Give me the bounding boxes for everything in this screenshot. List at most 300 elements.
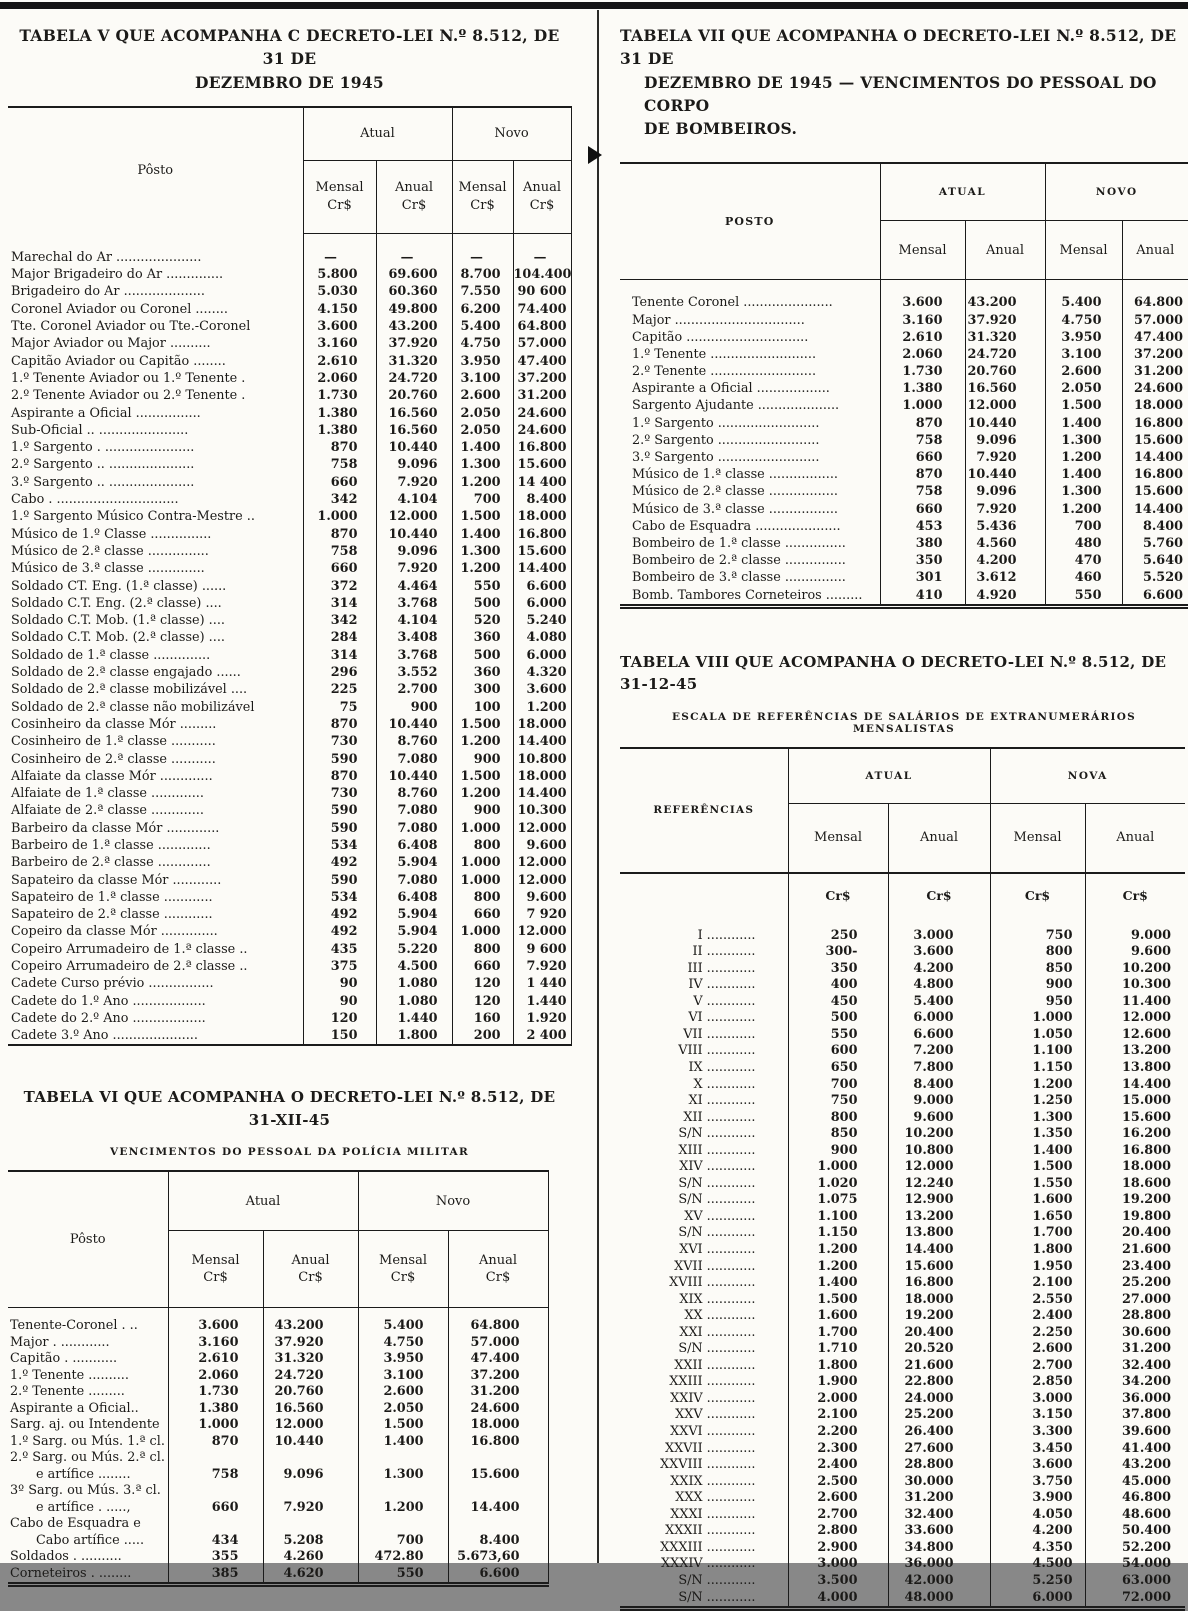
value-cell: 1.500 [990,1159,1085,1176]
table-row [620,1507,1185,1524]
label-cell: Brigadeiro do Ar .................... [8,283,303,300]
value-cell: 72.000 [1122,1589,1172,1605]
label-cell: Soldado C.T. Mob. (2.ª classe) .... [8,629,303,646]
value-cell: 4.800 [888,977,990,994]
value-cell: 7.920 [965,501,1045,518]
value-cell: 4.320 [513,664,571,681]
value-cell: 31.200 [888,1490,990,1507]
value-cell: 47.400 [1134,329,1184,345]
value-cell: 8.400 [513,491,571,508]
value-cell: 20.760 [965,363,1045,380]
crs-anual-nova: Cr$ [1122,888,1148,904]
value-cell: 7.080 [376,871,452,888]
value-cell: 6.000 [888,1010,990,1027]
value-cell: 4.350 [990,1540,1085,1557]
value-cell: 5.400 [358,1308,448,1335]
value-cell: 14.400 [1122,1076,1172,1092]
value-cell: 1.300 [452,543,513,560]
label-cell: Alfaiate de 2.ª classe ............. [8,802,303,819]
table-row [620,1407,1185,1424]
tabela-v-table [8,106,572,1047]
tabela-vi-title: TABELA VI QUE ACOMPANHA O DECRETO-LEI N.º 8.512, DE 31-XII-45 [23,1088,556,1129]
value-cell: 48.000 [888,1590,990,1609]
label-cell: Bombeiro de 3.ª classe ............... [620,569,880,586]
value-cell: 2.600 [788,1490,888,1507]
value-cell: 20.760 [263,1384,358,1401]
value-cell: 75 [303,698,376,715]
value-cell: 758 [168,1450,263,1483]
value-cell: 1.100 [990,1043,1085,1060]
value-cell: 6.600 [888,1027,990,1044]
table-row [620,1176,1185,1193]
mensal-atual-header: Mensal [788,803,888,873]
value-cell: 18.000 [448,1417,548,1434]
table-row [620,1308,1185,1325]
value-cell: 500 [452,595,513,612]
value-cell: 314 [303,595,376,612]
value-cell: 758 [880,432,965,449]
value-cell: 16.800 [513,439,571,456]
value-cell: 5.520 [1142,570,1184,586]
label-cell: Major ................................ [620,311,880,328]
label-cell: S/N ............ [620,1573,788,1590]
value-cell: 660 [303,474,376,491]
value-cell: 6.408 [376,889,452,906]
value-cell: 758 [303,543,376,560]
value-cell: 2.600 [1045,363,1122,380]
value-cell: 37.920 [376,335,452,352]
value-cell: 800 [990,944,1085,961]
table-row [8,283,571,300]
value-cell: 300- [788,944,888,961]
value-cell: 400 [788,977,888,994]
value-cell: 60.360 [376,283,452,300]
value-cell: 16.800 [513,526,571,543]
value-cell: 4.620 [263,1566,358,1585]
value-cell: 9.096 [376,543,452,560]
value-cell: 2.400 [788,1457,888,1474]
table-row [620,1126,1185,1143]
table-row [8,647,571,664]
label-cell: S/N ............ [620,1126,788,1143]
table-row [8,422,571,439]
value-cell: 16.800 [1134,467,1184,483]
table-row [8,266,571,283]
value-cell: 1.200 [358,1483,448,1516]
value-cell: 9.600 [513,837,571,854]
tabela-viii-subtitle: ESCALA DE REFERÊNCIAS DE SALÁRIOS DE EXTRANUMERÁRIOS MENSALISTAS [671,710,1137,735]
atual-group-header: ATUAL [788,748,990,804]
label-cell: Tenente-Coronel . .. [8,1308,168,1335]
value-cell: 2.610 [168,1351,263,1368]
label-cell: Soldado de 1.ª classe .............. [8,647,303,664]
value-cell: 1.550 [990,1176,1085,1193]
value-cell: 7.920 [376,560,452,577]
value-cell: 49.800 [376,301,452,318]
label-cell: XIV ............ [620,1159,788,1176]
tabela-vii-table [620,162,1188,608]
referencia-column-header: REFERÊNCIAS [620,748,788,873]
value-cell: 1.710 [788,1341,888,1358]
label-cell: XXXIV ............ [620,1556,788,1573]
label-cell: Soldado C.T. Mob. (1.ª classe) .... [8,612,303,629]
value-cell: 64.800 [513,318,571,335]
label-cell: II ............ [620,944,788,961]
value-cell: 3.000 [888,918,990,945]
value-cell: 200 [452,1027,513,1045]
value-cell: 24.000 [888,1391,990,1408]
value-cell: 2.050 [1045,380,1122,397]
table-row [8,595,571,612]
value-cell: 47.400 [448,1351,548,1368]
label-cell: Cadete 3.º Ano ..................... [8,1027,303,1045]
value-cell: 36.000 [888,1556,990,1573]
value-cell: 870 [303,526,376,543]
label-cell: 2.º Tenente Aviador ou 2.º Tenente . [8,387,303,404]
value-cell: 48.600 [1122,1506,1172,1522]
label-cell: XXIII ............ [620,1374,788,1391]
value-cell: 1.920 [513,1010,571,1027]
value-cell: 758 [880,483,965,500]
value-cell: 750 [788,1093,888,1110]
table-row [620,1374,1185,1391]
value-cell: 375 [303,958,376,975]
label-cell: XXI ............ [620,1325,788,1342]
value-cell: 37.200 [513,370,571,387]
table-row [620,501,1188,518]
value-cell: 1.200 [513,698,571,715]
value-cell: 3.950 [452,353,513,370]
label-cell: 1.º Sargento Músico Contra-Mestre .. [8,508,303,525]
value-cell: 1.380 [303,404,376,421]
table-row [8,664,571,681]
table-row [620,397,1188,414]
label-cell: Sapateiro de 2.ª classe ............ [8,906,303,923]
value-cell: 13.200 [1122,1043,1172,1059]
table-row [620,1225,1185,1242]
value-cell: 950 [990,994,1085,1011]
value-cell: 8.760 [376,733,452,750]
value-cell: 3.600 [303,318,376,335]
value-cell: 360 [452,629,513,646]
value-cell: 12.000 [513,854,571,871]
value-cell: 37.920 [965,311,1045,328]
novo-group-header: Novo [358,1171,548,1231]
tabela-vii-title-line2: DEZEMBRO DE 1945 — VENCIMENTOS DO PESSOAL DO CORPO [644,72,1157,115]
value-cell: 3.552 [376,664,452,681]
label-cell: 2.º Tenente ......... [8,1384,168,1401]
table-row [620,1490,1185,1507]
value-cell: 18.000 [1122,1159,1172,1175]
value-cell: 660 [168,1483,263,1516]
label-cell: Cabo . .............................. [8,491,303,508]
value-cell: 16.800 [448,1434,548,1451]
value-cell: 3.100 [452,370,513,387]
table-row [8,993,571,1010]
table-row [620,518,1188,535]
label-cell: S/N ............ [620,1192,788,1209]
value-cell: 800 [452,837,513,854]
label-cell: Copeiro Arrumadeiro de 2.ª classe .. [8,958,303,975]
value-cell: 54.000 [1122,1556,1172,1572]
value-cell: 18.600 [1122,1175,1172,1191]
value-cell: 296 [303,664,376,681]
table-row [620,1259,1185,1276]
value-cell: 24.720 [965,346,1045,363]
label-cell: Aspirante a Oficial .................. [620,380,880,397]
posto-column-header: Pôsto [8,107,303,234]
value-cell: 12.600 [1122,1026,1172,1042]
value-cell: 1.150 [788,1225,888,1242]
label-cell: Alfaiate da classe Mór ............. [8,768,303,785]
label-cell: S/N ............ [620,1590,788,1609]
value-cell: 13.800 [1122,1060,1172,1075]
value-cell: 1.000 [788,1159,888,1176]
label-cell: 1.º Sargento ......................... [620,415,880,432]
value-cell: 10.440 [376,526,452,543]
value-cell: 1.400 [358,1434,448,1451]
value-cell: — [452,233,513,266]
table-row [8,1549,548,1566]
crs-spacer-cell [620,873,788,918]
value-cell: 1.250 [990,1093,1085,1110]
value-cell: 1.075 [788,1192,888,1209]
value-cell: 3.612 [965,569,1045,586]
value-cell: 7.200 [888,1043,990,1060]
label-cell: XVI ............ [620,1242,788,1259]
pointer-artifact-icon [588,146,602,164]
value-cell: 31.200 [448,1384,548,1401]
value-cell: 3.600 [513,681,571,698]
value-cell: 37.920 [263,1335,358,1352]
label-cell: Sapateiro da classe Mór ............ [8,871,303,888]
value-cell: 1.080 [376,993,452,1010]
value-cell: 1.200 [788,1259,888,1276]
value-cell: 15.600 [888,1259,990,1276]
value-cell: 1.730 [303,387,376,404]
value-cell: 120 [303,1010,376,1027]
value-cell: 7.920 [376,474,452,491]
value-cell: 31.200 [1122,1341,1172,1357]
value-cell: 8.400 [888,1077,990,1094]
value-cell: 63.000 [1122,1572,1172,1588]
value-cell: 7.550 [452,283,513,300]
value-cell: 12.000 [513,820,571,837]
label-cell: Sub-Oficial .. ...................... [8,422,303,439]
value-cell: 1.000 [168,1417,263,1434]
label-cell: Cabo de Esquadra ..................... [620,518,880,535]
value-cell: 13.200 [888,1209,990,1226]
label-cell: 2.º Sarg. ou Mús. 2.ª cl. e artífice ........ [8,1450,168,1483]
label-cell: VII ............ [620,1027,788,1044]
label-cell: 1.º Sarg. ou Mús. 1.ª cl. [8,1434,168,1451]
label-cell: Corneteiros . ........ [8,1566,168,1585]
value-cell: 10.300 [1122,977,1172,993]
value-cell: 64.800 [448,1308,548,1335]
tabela-viii-body [620,918,1185,1609]
value-cell: 1.000 [452,854,513,871]
value-cell: 57.000 [448,1335,548,1352]
value-cell: 42.000 [888,1573,990,1590]
value-cell: 730 [303,785,376,802]
value-cell: 301 [880,569,965,586]
label-cell: XVII ............ [620,1259,788,1276]
value-cell: 30.600 [1122,1324,1172,1340]
page-top-rule [0,2,1188,9]
value-cell: 3.600 [888,944,990,961]
value-cell: 19.200 [888,1308,990,1325]
table-row [620,483,1188,500]
value-cell: 1.050 [990,1027,1085,1044]
label-cell: S/N ............ [620,1225,788,1242]
value-cell: 4.750 [1045,311,1122,328]
value-cell: 10.440 [263,1434,358,1451]
value-cell: 380 [880,535,965,552]
label-cell: XXXIII ............ [620,1540,788,1557]
value-cell: 1.000 [452,871,513,888]
value-cell: 9.096 [965,483,1045,500]
label-cell: Copeiro Arrumadeiro de 1.ª classe .. [8,941,303,958]
table-row [8,1483,548,1516]
table-row [8,456,571,473]
value-cell: 1.000 [303,508,376,525]
value-cell: 52.200 [1122,1539,1172,1555]
crs-anual-atual: Cr$ [888,873,990,918]
label-cell: XII ............ [620,1110,788,1127]
value-cell: 7 920 [513,906,571,923]
value-cell: 11.400 [1122,993,1172,1009]
label-cell: 2.º Tenente .......................... [620,363,880,380]
value-cell: 14.400 [448,1483,548,1516]
value-cell: 550 [358,1566,448,1585]
value-cell: 6.000 [990,1590,1085,1609]
value-cell: 450 [788,994,888,1011]
table-row [8,1308,548,1335]
value-cell: 3.408 [376,629,452,646]
value-cell: 453 [880,518,965,535]
table-row [620,380,1188,397]
table-row [620,977,1185,994]
value-cell: 10.800 [888,1143,990,1160]
value-cell: 1.200 [788,1242,888,1259]
label-cell: 3.º Sargento ......................... [620,449,880,466]
value-cell: 4.500 [376,958,452,975]
value-cell: 3.150 [990,1407,1085,1424]
table-row [8,335,571,352]
table-row [8,837,571,854]
tabela-v-title-line1: TABELA V QUE ACOMPANHA C DECRETO-LEI N.º 8.512, DE 31 DE [19,26,560,69]
value-cell: 1.300 [990,1110,1085,1127]
value-cell: 700 [1045,518,1122,535]
value-cell: 9.600 [1130,944,1172,960]
value-cell: 2.550 [990,1292,1085,1309]
value-cell: 590 [303,820,376,837]
tabela-viii-title: TABELA VIII QUE ACOMPANHA O DECRETO-LEI N.º 8.512, DE 31-12-45 [620,652,1167,694]
value-cell: 9.600 [513,889,571,906]
value-cell: 12.000 [513,871,571,888]
value-cell: 7.920 [263,1483,358,1516]
value-cell: 12.000 [888,1159,990,1176]
value-cell: 2.400 [990,1308,1085,1325]
table-row [620,1358,1185,1375]
value-cell: 4.464 [376,577,452,594]
value-cell: 7.920 [965,449,1045,466]
value-cell: 16.800 [888,1275,990,1292]
table-row [620,363,1188,380]
value-cell: 3.950 [1045,329,1122,346]
value-cell: 492 [303,923,376,940]
value-cell: 2.700 [788,1507,888,1524]
table-row [620,1143,1185,1160]
value-cell: 500 [452,647,513,664]
value-cell: 12.000 [513,923,571,940]
value-cell: 1.650 [990,1209,1085,1226]
label-cell: V ............ [620,994,788,1011]
value-cell: 16.560 [965,380,1045,397]
value-cell: 1.000 [880,397,965,414]
label-cell: XXVI ............ [620,1424,788,1441]
value-cell: 10.440 [376,768,452,785]
label-cell: Cosinheiro de 2.ª classe ........... [8,750,303,767]
label-cell: XIII ............ [620,1143,788,1160]
table-row [8,1450,548,1483]
value-cell: 15.000 [1122,1093,1172,1109]
value-cell: 3.300 [990,1424,1085,1441]
value-cell: 4.050 [990,1507,1085,1524]
label-cell: Bombeiro de 2.ª classe ............... [620,552,880,569]
label-cell: 1.º Tenente .......... [8,1368,168,1385]
value-cell: 6.000 [513,595,571,612]
table-row [620,1341,1185,1358]
value-cell: 6.408 [376,837,452,854]
value-cell: 16.560 [263,1401,358,1418]
label-cell: Cadete do 1.º Ano .................. [8,993,303,1010]
value-cell: 1.700 [788,1325,888,1342]
value-cell: 434 [168,1516,263,1549]
table-row [620,449,1188,466]
label-cell: Major Aviador ou Major .......... [8,335,303,352]
table-row [8,681,571,698]
tabela-vi-table [8,1170,549,1587]
value-cell: 1.800 [990,1242,1085,1259]
table-row [620,1590,1185,1609]
value-cell: 10.440 [965,466,1045,483]
value-cell: 1.150 [990,1060,1085,1077]
value-cell: 7.920 [513,958,571,975]
value-cell: 850 [788,1126,888,1143]
label-cell: X ............ [620,1077,788,1094]
value-cell: 15.600 [448,1450,548,1483]
label-cell: Barbeiro da classe Mór ............. [8,820,303,837]
label-cell: Soldado CT. Eng. (1.ª classe) ...... [8,577,303,594]
value-cell: 31.200 [513,387,571,404]
label-cell: Capitão .............................. [620,329,880,346]
tabela-vi-body [8,1308,548,1585]
value-cell: 1.440 [376,1010,452,1027]
value-cell: 460 [1045,569,1122,586]
table-row [620,961,1185,978]
value-cell: 2.250 [990,1325,1085,1342]
value-cell: 1.380 [303,422,376,439]
value-cell: 342 [303,491,376,508]
value-cell: 15.600 [513,543,571,560]
table-row [620,311,1188,328]
value-cell: 20.400 [1122,1225,1172,1241]
value-cell: 590 [303,871,376,888]
value-cell: 10.440 [376,716,452,733]
value-cell: 28.800 [1122,1308,1172,1324]
table-row [8,508,571,525]
